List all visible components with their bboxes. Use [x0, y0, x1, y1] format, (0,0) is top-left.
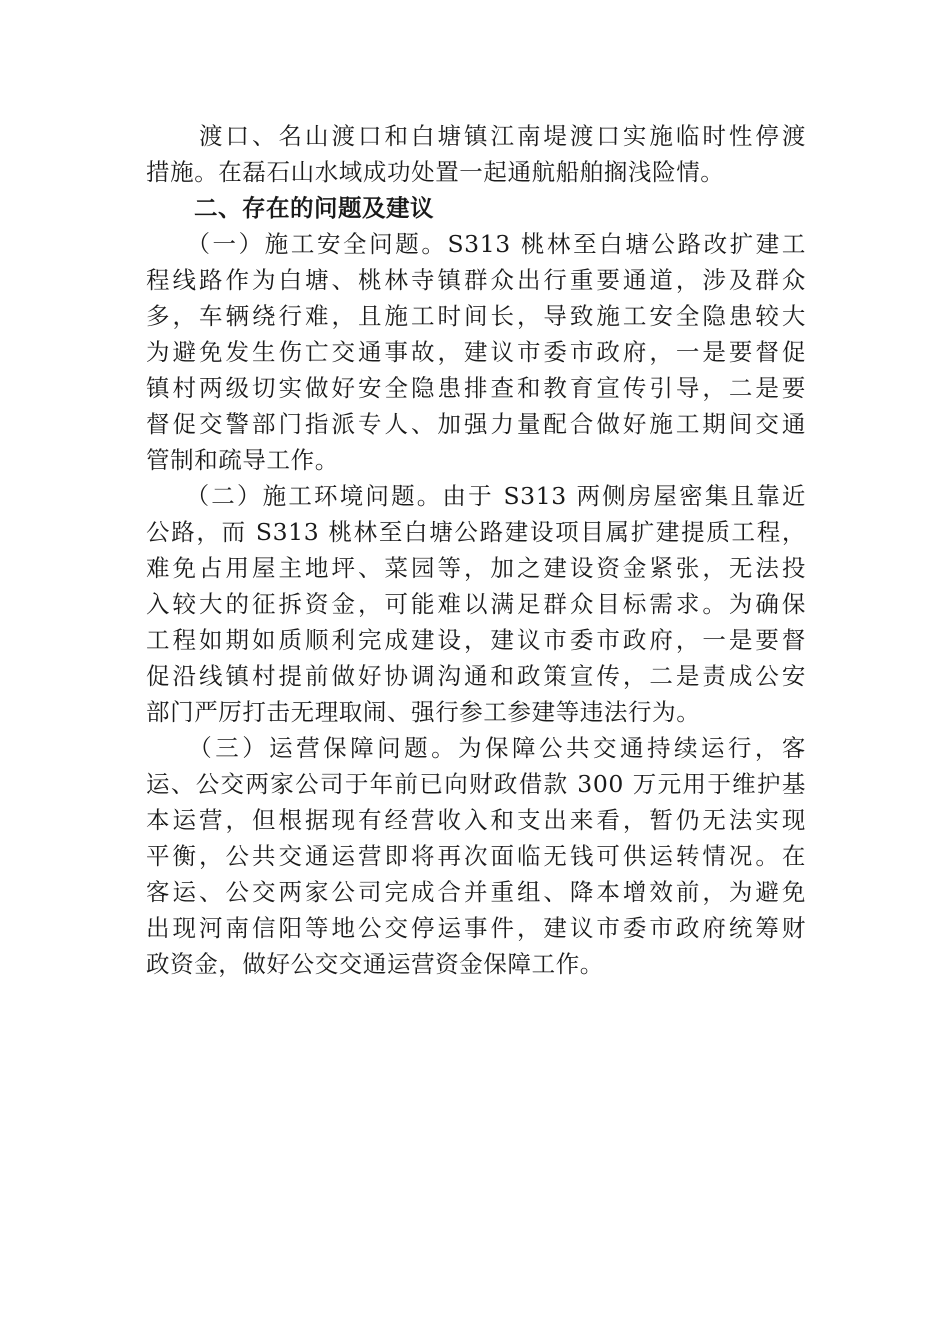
text-line: 措施。在磊石山水域成功处置一起通航船舶搁浅险情。: [146, 158, 725, 186]
text-line: 管制和疏导工作。: [146, 446, 339, 474]
text-line: 公路，而 S313 桃林至白塘公路建设项目属扩建提质工程，: [146, 518, 806, 546]
text-line: 出现河南信阳等地公交停运事件，建议市委市政府统筹财: [146, 914, 806, 942]
text-line: （二）施工环境问题。由于 S313 两侧房屋密集且靠近: [146, 482, 806, 510]
text-line: 工程如期如质顺利完成建设，建议市委市政府，一是要督: [146, 626, 806, 654]
continuation-paragraph: [146, 118, 806, 190]
text-line: （一）施工安全问题。S313 桃林至白塘公路改扩建工: [146, 230, 806, 258]
text-line: 政资金，做好公交交通运营资金保障工作。: [146, 950, 604, 978]
text-line: 督促交警部门指派专人、加强力量配合做好施工期间交通: [146, 410, 806, 438]
text-line: 渡口、名山渡口和白塘镇江南堤渡口实施临时性停渡: [146, 122, 806, 150]
text-line: 镇村两级切实做好安全隐患排查和教育宣传引导，二是要: [146, 374, 806, 402]
text-line: 运、公交两家公司于年前已向财政借款 300 万元用于维护基: [146, 770, 806, 798]
issue-paragraph-construction-safety: [146, 226, 806, 478]
text-line: 促沿线镇村提前做好协调沟通和政策宣传，二是责成公安: [146, 662, 806, 690]
text-line: 客运、公交两家公司完成合并重组、降本增效前，为避免: [146, 878, 806, 906]
text-line: 本运营，但根据现有经营收入和支出来看，暂仍无法实现: [146, 806, 806, 834]
text-line: 多，车辆绕行难，且施工时间长，导致施工安全隐患较大: [146, 302, 806, 330]
text-line: 程线路作为白塘、桃林寺镇群众出行重要通道，涉及群众: [146, 266, 806, 294]
text-line: 为避免发生伤亡交通事故，建议市委市政府，一是要督促: [146, 338, 806, 366]
text-line: 平衡，公共交通运营即将再次面临无钱可供运转情况。在: [146, 842, 806, 870]
text-line: 难免占用屋主地坪、菜园等，加之建设资金紧张，无法投: [146, 554, 806, 582]
section-heading: [146, 190, 806, 226]
section-heading-text: 二、存在的问题及建议: [146, 194, 434, 222]
issue-paragraph-operation-guarantee: [146, 730, 806, 982]
document-page: [146, 118, 806, 982]
text-line: 入较大的征拆资金，可能难以满足群众目标需求。为确保: [146, 590, 806, 618]
text-line: （三）运营保障问题。为保障公共交通持续运行，客: [146, 734, 806, 762]
issue-paragraph-construction-environment: [146, 478, 806, 730]
text-line: 部门严厉打击无理取闹、强行参工参建等违法行为。: [146, 698, 701, 726]
